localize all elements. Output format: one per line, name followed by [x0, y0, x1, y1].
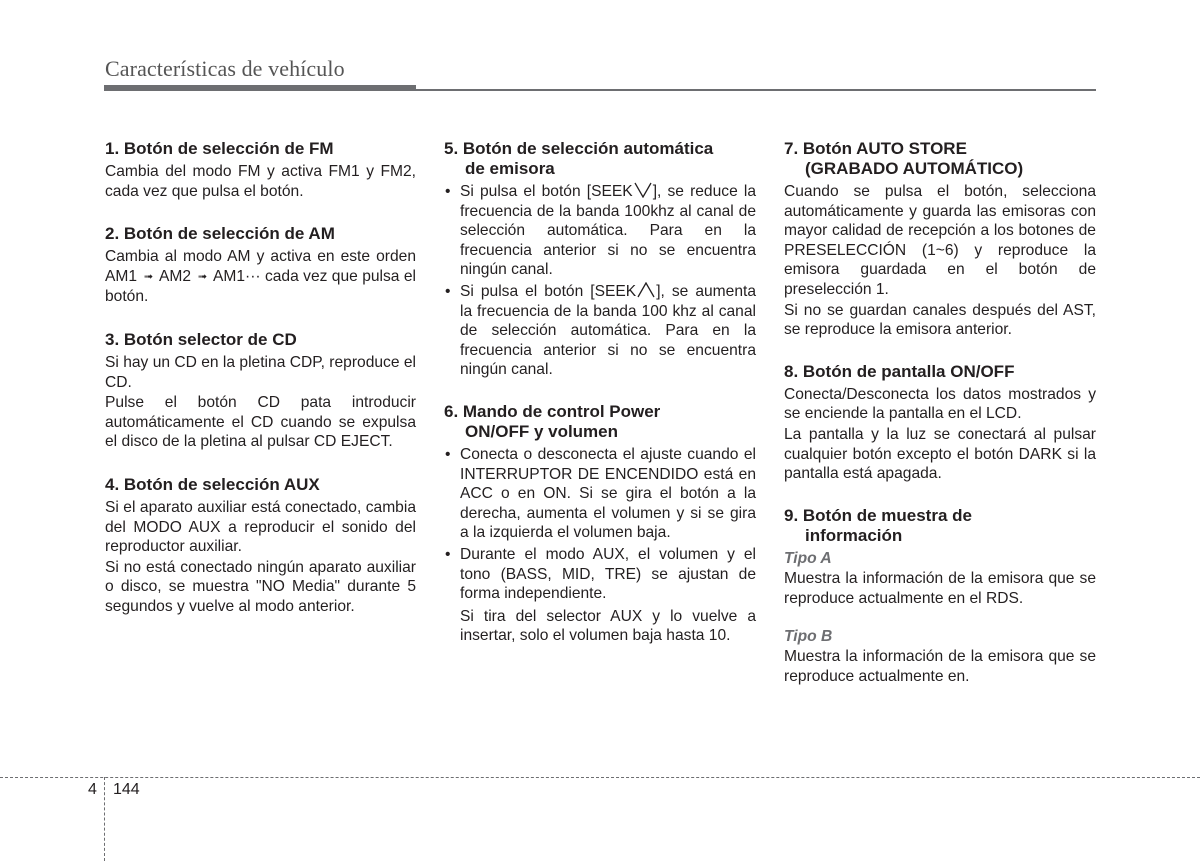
- column-3: [784, 139, 1096, 708]
- text-segment: AM1··· cada vez que pulsa el botón.: [105, 267, 416, 306]
- section-auto-store: [784, 139, 1096, 340]
- page-number: 144: [113, 781, 140, 798]
- text-segment: ], se aumenta la frecuencia de la banda 100 khz al canal de selección automática. Para en la frecuencia anterior si no se encuentra ningún canal.: [460, 282, 756, 379]
- paragraph: Cambia del modo FM y activa FM1 y FM2, cada vez que pulsa el botón.: [105, 163, 416, 200]
- title-line: (GRABADO AUTOMÁTICO): [805, 159, 1024, 178]
- bullet-icon: •: [445, 545, 451, 563]
- section-aux: [105, 475, 416, 617]
- section-title: [444, 402, 756, 442]
- section-power-volume: [444, 402, 756, 646]
- header-rule-thin: [416, 89, 1096, 91]
- footer-divider: [0, 777, 1200, 778]
- section-fm: [105, 139, 416, 201]
- paragraph: [105, 247, 416, 307]
- text-segment: ], se reduce la frecuencia de la banda 100khz al canal de selección automática. Para en la frecuencia anterior si no se encuentra ningún canal.: [460, 183, 756, 279]
- section-title: [784, 139, 1096, 179]
- bullet-icon: •: [445, 183, 451, 200]
- paragraph: La pantalla y la luz se conectará al pulsar cualquier botón excepto el botón DARK si la pantalla está apagada.: [784, 425, 1096, 483]
- title-line: información: [805, 525, 903, 545]
- arrow-right-icon: ➟: [197, 270, 208, 283]
- text-segment: Si pulsa el botón [SEEK: [460, 282, 637, 300]
- chapter-number: 4: [88, 781, 97, 798]
- text-segment: AM2: [155, 267, 196, 285]
- text-segment: Conecta o desconecta el ajuste cuando el INTERRUPTOR DE ENCENDIDO está en ACC o en ON. Si se gira el botón a la derecha, aumenta el volumen y si se gira a la izquierda el volumen baja.: [460, 445, 756, 542]
- title-line: 6. Mando de control Power: [444, 401, 661, 421]
- section-title: 3. Botón selector de CD: [105, 329, 297, 349]
- paragraph: Pulse el botón CD pata introducir automáticamente el CD cuando se expulsa el disco de la pletina al pulsar CD EJECT.: [105, 394, 416, 451]
- paragraph: Conecta/Desconecta los datos mostrados y se enciende la pantalla en el LCD.: [784, 385, 1096, 423]
- title-line: 5. Botón de selección automática: [444, 139, 714, 158]
- bullet-icon: •: [445, 445, 451, 463]
- section-info: [784, 506, 1096, 687]
- bullet-list: [444, 445, 756, 604]
- section-title: 4. Botón de selección AUX: [105, 474, 320, 494]
- bullet-list: [444, 182, 756, 380]
- chevron-down-icon: [634, 182, 652, 198]
- section-seek: [444, 139, 756, 380]
- header-rule-thick: [104, 85, 416, 91]
- title-line: de emisora: [465, 159, 555, 178]
- section-am: [105, 224, 416, 307]
- paragraph: Muestra la información de la emisora que se reproduce actualmente en el RDS.: [784, 570, 1096, 607]
- section-cd: [105, 330, 416, 452]
- paragraph: Cuando se pulsa el botón, selecciona automáticamente y guarda las emisoras con mayor calidad de recepción a los botones de PRESELECCIÓN (1~6) y reproduce la emisora guardada en el botón de preselección 1.: [784, 183, 1096, 298]
- section-title: 8. Botón de pantalla ON/OFF: [784, 361, 1015, 381]
- page-header-title: Características de vehículo: [105, 56, 345, 81]
- paragraph: Muestra la información de la emisora que se reproduce actualmente en.: [784, 648, 1096, 685]
- paragraph: Si no está conectado ningún aparato auxiliar o disco, se muestra "NO Media" durante 5 segundos y vuelve al modo anterior.: [105, 558, 416, 615]
- section-title: 1. Botón de selección de FM: [105, 139, 334, 158]
- text-segment: Durante el modo AUX, el volumen y el tono (BASS, MID, TRE) se ajustan de forma independiente.: [460, 545, 756, 603]
- chevron-up-icon: [637, 282, 655, 298]
- list-item: [444, 182, 756, 280]
- paragraph: Si el aparato auxiliar está conectado, cambia del MODO AUX a reproducir el sonido del reproductor auxiliar.: [105, 498, 416, 556]
- paragraph: Si no se guardan canales después del AST, se reproduce la emisora anterior.: [784, 301, 1096, 339]
- section-title: 2. Botón de selección de AM: [105, 224, 335, 244]
- text-segment: Cambia al modo AM y activa en este orden AM1: [105, 248, 416, 285]
- list-item: [444, 545, 756, 604]
- paragraph: Si hay un CD en la pletina CDP, reproduce el CD.: [105, 353, 416, 391]
- section-display: [784, 362, 1096, 484]
- list-item: [444, 282, 756, 380]
- title-line: ON/OFF y volumen: [465, 421, 619, 441]
- column-1: [105, 139, 416, 640]
- title-line: 9. Botón de muestra de: [784, 505, 972, 525]
- footer-vertical-divider: [104, 777, 105, 861]
- title-line: 7. Botón AUTO STORE: [784, 139, 967, 158]
- bullet-icon: •: [445, 282, 451, 300]
- list-item: [444, 445, 756, 543]
- column-2: [444, 139, 756, 668]
- section-title: [444, 139, 756, 179]
- subheading-type-a: Tipo A: [784, 549, 832, 567]
- section-title: [784, 506, 1096, 546]
- subheading-type-b: Tipo B: [784, 627, 833, 645]
- paragraph: Si tira del selector AUX y lo vuelve a insertar, solo el volumen baja hasta 10.: [460, 607, 756, 645]
- arrow-right-icon: ➟: [143, 270, 154, 283]
- text-segment: Si pulsa el botón [SEEK: [460, 183, 633, 200]
